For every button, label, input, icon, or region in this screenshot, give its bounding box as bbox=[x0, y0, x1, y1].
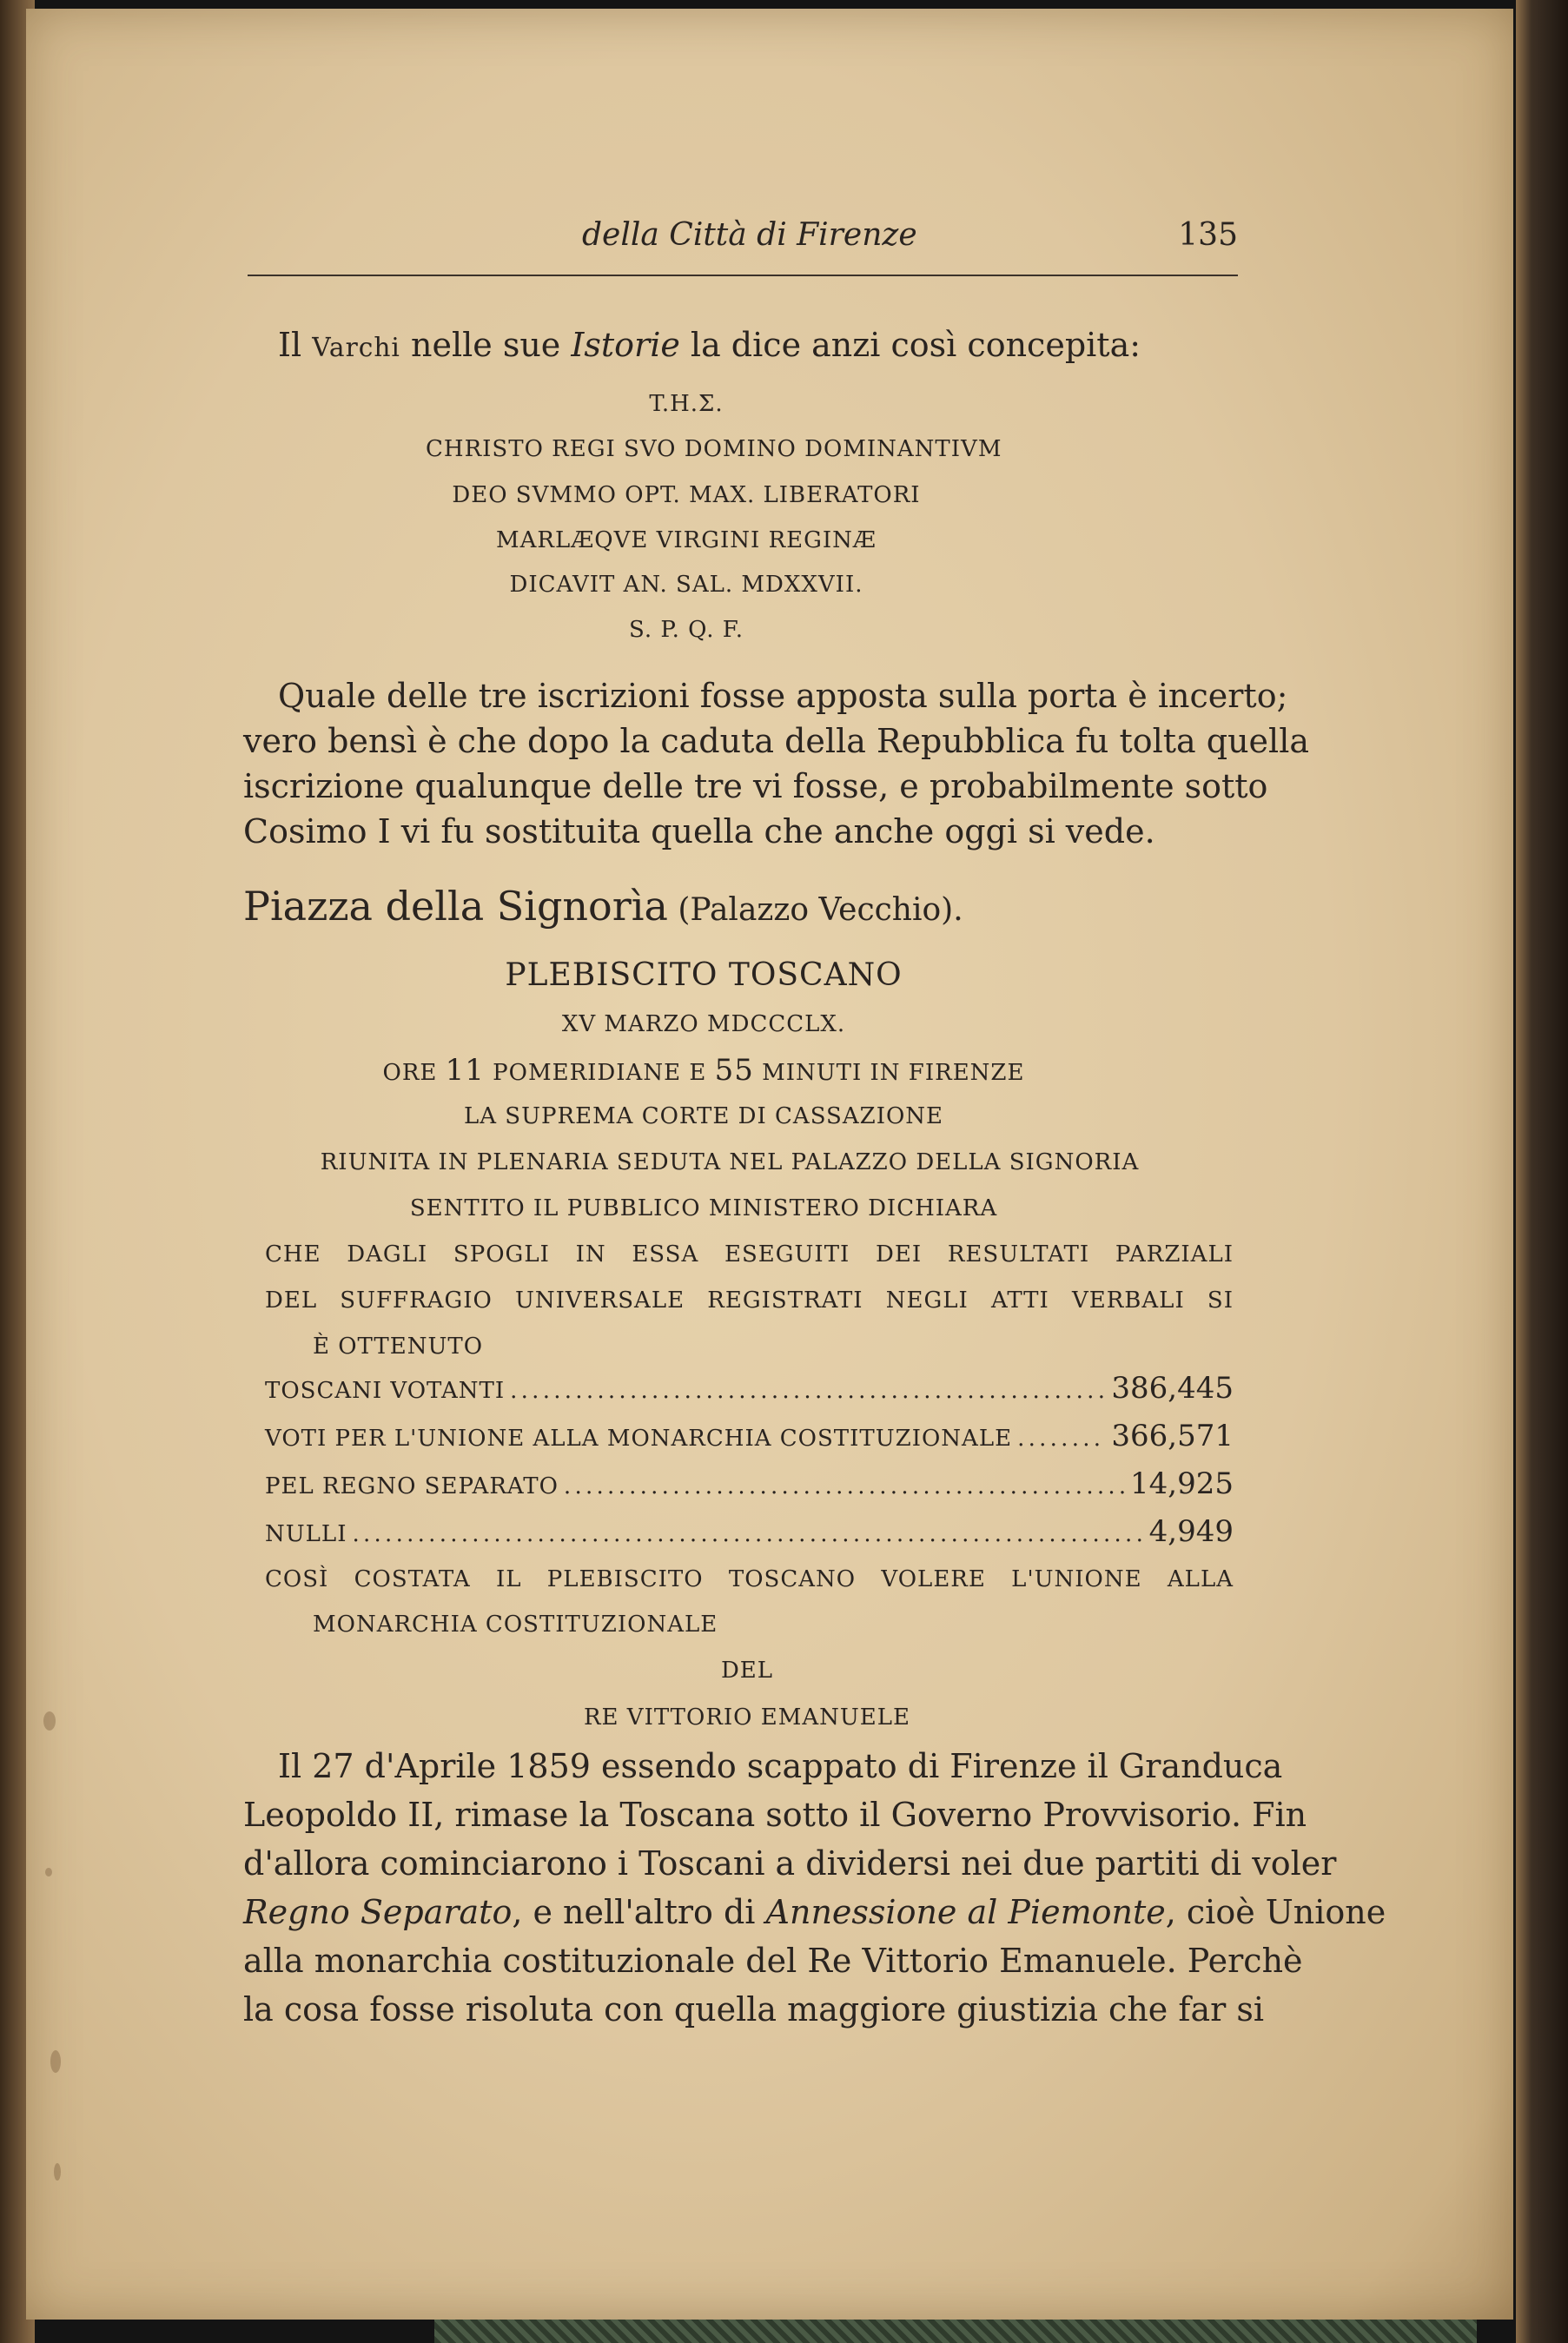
tally-value: 4,949 bbox=[1148, 1514, 1234, 1549]
foxing-spot bbox=[45, 1868, 52, 1876]
inscription-line: CHRISTO REGI SVO DOMINO DOMINANTIVM bbox=[426, 436, 1002, 462]
tally-label: NULLI bbox=[265, 1521, 347, 1547]
tally-leader bbox=[510, 1378, 1106, 1404]
inscription-line: DICAVIT AN. SAL. MDXXVII. bbox=[509, 572, 863, 598]
plebiscite-line: SENTITO IL PUBBLICO MINISTERO DICHIARA bbox=[409, 1195, 998, 1221]
paragraph-line: Leopoldo II, rimase la Toscana sotto il Governo Provvisorio. Fin bbox=[243, 1796, 1307, 1834]
paragraph-line: iscrizione qualunque delle tre vi fosse, e probabilmente sotto bbox=[243, 767, 1268, 805]
paragraph-line: d'allora cominciarono i Toscani a dividersi nei due partiti di voler bbox=[243, 1844, 1337, 1883]
tally-row bbox=[265, 1371, 1234, 1406]
page-number: 135 bbox=[1178, 217, 1238, 253]
book-page bbox=[26, 9, 1513, 2320]
paragraph-line: Il 27 d'Aprile 1859 essendo scappato di Firenze il Granduca bbox=[278, 1747, 1283, 1785]
paragraph-line: Regno Separato, e nell'altro di Annessione al Piemonte, cioè Unione bbox=[243, 1893, 1386, 1931]
plebiscite-line: È OTTENUTO bbox=[313, 1334, 484, 1360]
tally-label: PEL REGNO SEPARATO bbox=[265, 1473, 559, 1499]
tally-label: VOTI PER L'UNIONE ALLA MONARCHIA COSTITUZIONALE bbox=[265, 1426, 1013, 1452]
tally-row bbox=[265, 1514, 1234, 1549]
running-title: della Città di Firenze bbox=[582, 217, 917, 253]
plebiscite-time-line: ORE 11 POMERIDIANE E 55 MINUTI IN FIRENZE bbox=[382, 1053, 1025, 1088]
section-heading bbox=[243, 883, 963, 930]
italic-phrase: Regno Separato bbox=[243, 1893, 513, 1931]
paragraph-line: Cosimo I vi fu sostituita quella che anche oggi si vede. bbox=[243, 812, 1155, 850]
plebiscite-closing-line: DEL bbox=[720, 1658, 774, 1684]
tally-value: 366,571 bbox=[1111, 1419, 1234, 1453]
plebiscite-closing-line: RE VITTORIO EMANUELE bbox=[583, 1704, 911, 1731]
foxing-spot bbox=[43, 1711, 56, 1731]
paragraph-line: la cosa fosse risoluta con quella maggiore giustizia che far si bbox=[243, 1990, 1264, 2029]
foxing-spot bbox=[54, 2163, 61, 2181]
plebiscite-title: PLEBISCITO TOSCANO bbox=[505, 957, 903, 993]
plebiscite-closing-line: COSÌ COSTATA IL PLEBISCITO TOSCANO VOLERE L'UNIONE ALLA bbox=[265, 1566, 1234, 1592]
author-name: Varchi bbox=[312, 332, 400, 362]
section-subtitle: (Palazzo Vecchio). bbox=[667, 892, 963, 928]
tally-value: 14,925 bbox=[1130, 1466, 1234, 1501]
work-title: Istorie bbox=[571, 326, 680, 364]
plebiscite-closing-line: MONARCHIA COSTITUZIONALE bbox=[313, 1612, 718, 1638]
intro-middle: nelle sue bbox=[400, 326, 572, 364]
tally-row bbox=[265, 1419, 1234, 1453]
plebiscite-date: XV MARZO MDCCCLX. bbox=[561, 1011, 846, 1037]
intro-line bbox=[278, 326, 1141, 364]
plebiscite-line: CHE DAGLI SPOGLI IN ESSA ESEGUITI DEI RESULTATI PARZIALI bbox=[265, 1241, 1234, 1267]
inscription-line: DEO SVMMO OPT. MAX. LIBERATORI bbox=[452, 482, 921, 508]
italic-phrase: Annessione al Piemonte bbox=[765, 1893, 1166, 1931]
tally-row bbox=[265, 1466, 1234, 1501]
paragraph-line: alla monarchia costituzionale del Re Vittorio Emanuele. Perchè bbox=[243, 1942, 1303, 1980]
plebiscite-line: LA SUPREMA CORTE DI CASSAZIONE bbox=[463, 1103, 944, 1129]
book-binding-right bbox=[1516, 0, 1568, 2343]
section-title: Piazza della Signorìa bbox=[243, 883, 668, 930]
plebiscite-line: DEL SUFFRAGIO UNIVERSALE REGISTRATI NEGLI ATTI VERBALI SI bbox=[265, 1287, 1234, 1314]
tally-leader bbox=[564, 1473, 1125, 1499]
intro-suffix: la dice anzi così concepita: bbox=[679, 326, 1141, 364]
tally-leader bbox=[1017, 1426, 1106, 1452]
running-header bbox=[243, 217, 1238, 261]
paragraph-line: vero bensì è che dopo la caduta della Repubblica fu tolta quella bbox=[243, 722, 1310, 760]
paragraph-line: Quale delle tre iscrizioni fosse apposta sulla porta è incerto; bbox=[278, 677, 1288, 715]
tally-label: TOSCANI VOTANTI bbox=[265, 1378, 506, 1404]
intro-prefix: Il bbox=[278, 326, 313, 364]
inscription-line: S. P. Q. F. bbox=[629, 617, 744, 643]
header-rule bbox=[248, 275, 1238, 276]
foxing-spot bbox=[50, 2050, 61, 2073]
inscription-line: MARLÆQVE VIRGINI REGINÆ bbox=[496, 527, 877, 553]
tally-value: 386,445 bbox=[1111, 1371, 1234, 1406]
tally-leader bbox=[352, 1521, 1143, 1547]
plebiscite-line: RIUNITA IN PLENARIA SEDUTA NEL PALAZZO DELLA SIGNORIA bbox=[320, 1149, 1140, 1175]
inscription-line: T.H.Σ. bbox=[649, 391, 724, 417]
